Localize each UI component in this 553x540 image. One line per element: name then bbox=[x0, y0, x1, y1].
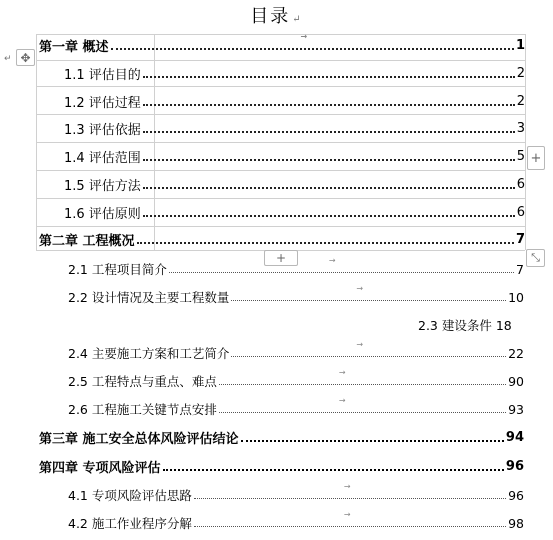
toc-leader bbox=[143, 121, 515, 133]
toc-entry-text: 2.3 建设条件 bbox=[418, 318, 492, 333]
toc-page-number: 10 bbox=[508, 289, 524, 305]
toc-entry-1-3[interactable] bbox=[64, 115, 525, 141]
toc-leader bbox=[241, 430, 504, 442]
toc-entry-1-2[interactable] bbox=[64, 88, 525, 114]
toc-leader: → bbox=[219, 402, 506, 413]
toc-page-number: 1 bbox=[515, 37, 525, 53]
toc-leader bbox=[143, 205, 515, 217]
toc-page-number: 6 bbox=[516, 176, 525, 192]
toc-title-text: 目录 bbox=[250, 6, 291, 27]
toc-entry-text: 第三章 施工安全总体风险评估结论 bbox=[39, 431, 239, 447]
toc-page-number: 2 bbox=[516, 93, 525, 109]
toc-entry-text: 2.6 工程施工关键节点安排 bbox=[68, 402, 217, 417]
toc-page-number: 96 bbox=[508, 487, 524, 503]
add-row-button[interactable]: + bbox=[264, 250, 298, 266]
paragraph-mark: ↵ bbox=[292, 14, 303, 25]
toc-entry-1-5[interactable] bbox=[64, 171, 525, 197]
toc-leader: → bbox=[111, 38, 514, 50]
toc-page-number: 22 bbox=[508, 345, 524, 361]
table-border-line bbox=[36, 86, 525, 87]
toc-page-number: 98 bbox=[508, 515, 524, 531]
toc-entry-text: 2.5 工程特点与重点、难点 bbox=[68, 374, 217, 389]
toc-page-number: 96 bbox=[505, 458, 524, 474]
toc-entry-text: 第四章 专项风险评估 bbox=[39, 460, 161, 476]
toc-page-number: 94 bbox=[505, 429, 524, 445]
table-resize-handle-icon[interactable]: ⤡ bbox=[526, 249, 545, 267]
toc-leader: → bbox=[231, 290, 506, 301]
toc-entry-text: 1.5 评估方法 bbox=[64, 178, 141, 194]
toc-entry-text: 1.4 评估范围 bbox=[64, 150, 141, 166]
toc-entry-2-3[interactable] bbox=[418, 312, 524, 338]
toc-page-number: 3 bbox=[516, 120, 525, 136]
table-border-line bbox=[36, 34, 37, 250]
toc-leader bbox=[143, 149, 515, 161]
toc-entry-text: 1.2 评估过程 bbox=[64, 95, 141, 111]
toc-entry-4-2[interactable] bbox=[68, 510, 524, 536]
toc-page-number: 7 bbox=[515, 231, 525, 247]
toc-entry-2-6[interactable] bbox=[68, 396, 524, 422]
toc-page-number: 6 bbox=[516, 204, 525, 220]
toc-entry-2-1[interactable] bbox=[68, 256, 524, 282]
toc-leader: → bbox=[194, 516, 506, 527]
toc-entry-ch1[interactable] bbox=[39, 32, 525, 58]
toc-entry-4-1[interactable] bbox=[68, 482, 524, 508]
add-column-button[interactable]: + bbox=[527, 146, 545, 170]
toc-leader: → bbox=[231, 346, 506, 357]
toc-page-number: 93 bbox=[508, 401, 524, 417]
table-move-handle-icon[interactable]: ✥ bbox=[16, 49, 35, 66]
toc-entry-2-4[interactable] bbox=[68, 340, 524, 366]
toc-leader bbox=[143, 66, 515, 78]
toc-entry-text: 1.3 评估依据 bbox=[64, 122, 141, 138]
toc-page-number: 90 bbox=[508, 373, 524, 389]
toc-leader: → bbox=[169, 262, 514, 273]
toc-entry-text: 2.4 主要施工方案和工艺简介 bbox=[68, 346, 230, 361]
toc-page-number: 18 bbox=[495, 317, 512, 333]
toc-entry-text: 4.2 施工作业程序分解 bbox=[68, 516, 192, 531]
toc-entry-1-6[interactable] bbox=[64, 199, 525, 225]
toc-leader: → bbox=[194, 488, 506, 499]
toc-entry-text: 第一章 概述 bbox=[39, 39, 109, 55]
toc-title bbox=[0, 2, 553, 28]
paragraph-mark: ↵ bbox=[4, 54, 12, 64]
toc-leader bbox=[137, 232, 514, 244]
toc-entry-text: 第二章 工程概况 bbox=[39, 233, 135, 249]
toc-entry-1-1[interactable] bbox=[64, 60, 525, 86]
toc-entry-text: 1.6 评估原则 bbox=[64, 206, 141, 222]
toc-entry-text: 1.1 评估目的 bbox=[64, 67, 141, 83]
toc-leader bbox=[163, 459, 504, 471]
toc-entry-2-2[interactable] bbox=[68, 284, 524, 310]
toc-entry-2-5[interactable] bbox=[68, 368, 524, 394]
toc-leader: → bbox=[219, 374, 506, 385]
toc-entry-ch4[interactable] bbox=[39, 453, 524, 479]
toc-entry-text: 2.2 设计情况及主要工程数量 bbox=[68, 290, 230, 305]
toc-leader bbox=[143, 94, 515, 106]
table-border-line bbox=[525, 34, 526, 250]
toc-entry-ch3[interactable] bbox=[39, 424, 524, 450]
toc-leader bbox=[143, 177, 515, 189]
toc-entry-text: 4.1 专项风险评估思路 bbox=[68, 488, 192, 503]
toc-entry-text: 2.1 工程项目简介 bbox=[68, 262, 167, 277]
toc-page-number: 2 bbox=[516, 65, 525, 81]
toc-page-number: 7 bbox=[516, 261, 524, 277]
toc-entry-ch2[interactable] bbox=[39, 226, 525, 252]
toc-entry-1-4[interactable] bbox=[64, 143, 525, 169]
toc-page-number: 5 bbox=[516, 148, 525, 164]
